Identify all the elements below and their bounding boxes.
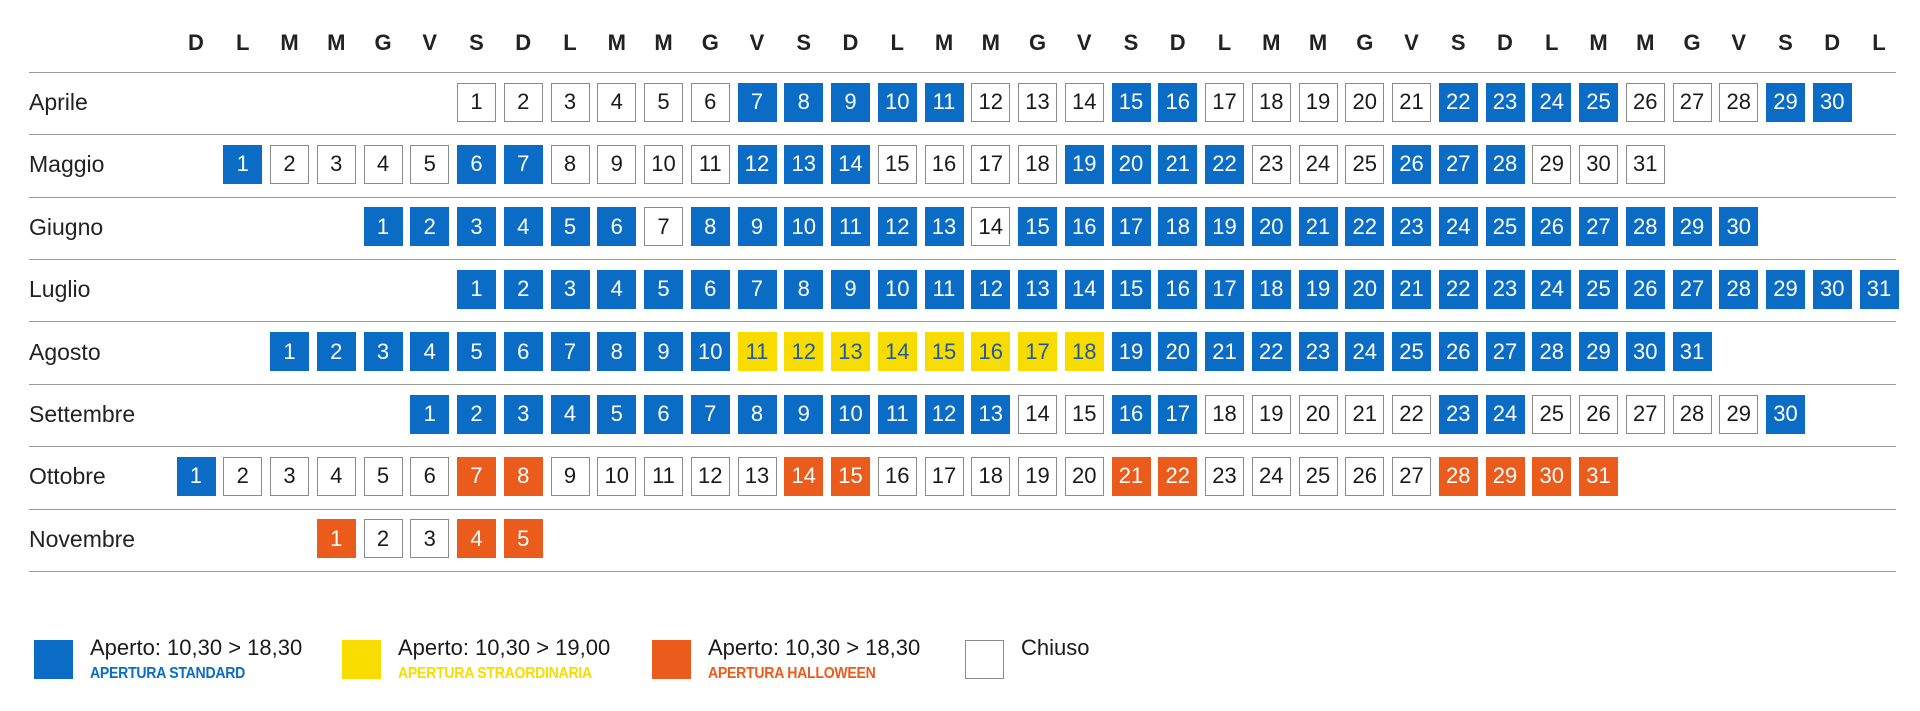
day-cell-standard: 4 — [597, 270, 636, 309]
day-cell-chiuso: 3 — [410, 519, 449, 558]
day-cell-chiuso: 16 — [925, 145, 964, 184]
day-cell-straordinaria: 16 — [971, 332, 1010, 371]
day-cell-chiuso: 27 — [1392, 457, 1431, 496]
row-divider — [29, 197, 1896, 198]
day-cell-chiuso: 26 — [1345, 457, 1384, 496]
day-cell-standard: 23 — [1439, 395, 1478, 434]
day-cell-standard: 15 — [1112, 270, 1151, 309]
day-cell-chiuso: 13 — [738, 457, 777, 496]
day-cell-standard: 9 — [784, 395, 823, 434]
day-cell-standard: 3 — [504, 395, 543, 434]
row-divider — [29, 134, 1896, 135]
day-of-week-label: D — [1169, 30, 1186, 55]
day-cell-halloween: 5 — [504, 519, 543, 558]
row-divider — [29, 571, 1896, 572]
day-cell-halloween: 29 — [1486, 457, 1525, 496]
day-cell-chiuso: 6 — [691, 83, 730, 122]
row-divider — [29, 321, 1896, 322]
day-cell-chiuso: 4 — [597, 83, 636, 122]
day-cell-standard: 5 — [644, 270, 683, 309]
day-of-week-label: M — [1589, 30, 1608, 55]
day-cell-standard: 6 — [644, 395, 683, 434]
day-cell-chiuso: 25 — [1299, 457, 1338, 496]
day-of-week-label: D — [1824, 30, 1841, 55]
day-cell-standard: 2 — [317, 332, 356, 371]
day-cell-standard: 4 — [551, 395, 590, 434]
day-of-week-label: S — [796, 30, 812, 55]
day-cell-chiuso: 9 — [597, 145, 636, 184]
day-cell-chiuso: 19 — [1299, 83, 1338, 122]
legend-sublabel: APERTURA STRAORDINARIA — [398, 665, 592, 682]
month-label: Agosto — [29, 338, 101, 365]
legend-sublabel: APERTURA STANDARD — [90, 665, 246, 682]
day-cell-standard: 20 — [1112, 145, 1151, 184]
day-of-week-label: V — [1076, 30, 1092, 55]
day-cell-standard: 29 — [1766, 270, 1805, 309]
day-cell-standard: 3 — [457, 207, 496, 246]
day-cell-chiuso: 10 — [644, 145, 683, 184]
day-cell-straordinaria: 14 — [878, 332, 917, 371]
day-cell-standard: 21 — [1205, 332, 1244, 371]
day-cell-standard: 10 — [878, 270, 917, 309]
day-cell-chiuso: 7 — [644, 207, 683, 246]
legend-sublabel: APERTURA HALLOWEEN — [708, 665, 876, 682]
day-cell-standard: 9 — [738, 207, 777, 246]
day-cell-standard: 12 — [971, 270, 1010, 309]
day-cell-standard: 21 — [1392, 270, 1431, 309]
day-of-week-label: G — [701, 30, 719, 55]
day-cell-standard: 1 — [410, 395, 449, 434]
day-cell-standard: 26 — [1532, 207, 1571, 246]
legend-label: Aperto: 10,30 > 18,30 — [708, 635, 921, 660]
day-cell-standard: 9 — [644, 332, 683, 371]
month-label: Giugno — [29, 213, 104, 240]
month-label: Ottobre — [29, 463, 106, 490]
day-cell-chiuso: 10 — [597, 457, 636, 496]
day-cell-chiuso: 14 — [971, 207, 1010, 246]
day-cell-chiuso: 12 — [691, 457, 730, 496]
day-cell-standard: 29 — [1766, 83, 1805, 122]
day-cell-chiuso: 18 — [1018, 145, 1057, 184]
day-cell-chiuso: 17 — [925, 457, 964, 496]
day-of-week-label: D — [515, 30, 532, 55]
day-of-week-label: S — [1778, 30, 1793, 55]
day-of-week-label: M — [327, 30, 346, 55]
day-cell-standard: 11 — [878, 395, 917, 434]
day-cell-standard: 21 — [1158, 145, 1197, 184]
day-cell-chiuso: 13 — [1018, 83, 1057, 122]
day-cell-chiuso: 26 — [1626, 83, 1665, 122]
day-cell-chiuso: 2 — [270, 145, 309, 184]
legend-label: Aperto: 10,30 > 18,30 — [90, 635, 303, 660]
month-label: Luglio — [29, 276, 91, 303]
day-cell-standard: 13 — [971, 395, 1010, 434]
day-cell-chiuso: 31 — [1626, 145, 1665, 184]
day-cell-standard: 17 — [1205, 270, 1244, 309]
day-cell-standard: 19 — [1299, 270, 1338, 309]
day-cell-chiuso: 26 — [1579, 395, 1618, 434]
row-divider — [29, 509, 1896, 510]
day-cell-standard: 25 — [1486, 207, 1525, 246]
day-cell-standard: 5 — [597, 395, 636, 434]
day-cell-standard: 22 — [1439, 270, 1478, 309]
day-cell-standard: 7 — [551, 332, 590, 371]
day-cell-chiuso: 4 — [364, 145, 403, 184]
day-cell-chiuso: 15 — [878, 145, 917, 184]
day-cell-standard: 22 — [1439, 83, 1478, 122]
legend-swatch — [965, 640, 1004, 679]
day-cell-standard: 16 — [1158, 83, 1197, 122]
day-cell-chiuso: 23 — [1205, 457, 1244, 496]
day-cell-chiuso: 20 — [1345, 83, 1384, 122]
day-cell-halloween: 30 — [1532, 457, 1571, 496]
day-cell-chiuso: 15 — [1065, 395, 1104, 434]
day-cell-chiuso: 11 — [644, 457, 683, 496]
day-cell-standard: 23 — [1392, 207, 1431, 246]
day-cell-standard: 10 — [831, 395, 870, 434]
day-cell-halloween: 1 — [317, 519, 356, 558]
legend-label: Aperto: 10,30 > 19,00 — [398, 635, 611, 660]
day-cell-standard: 8 — [784, 270, 823, 309]
day-cell-standard: 16 — [1065, 207, 1104, 246]
day-cell-standard: 3 — [364, 332, 403, 371]
day-cell-chiuso: 1 — [457, 83, 496, 122]
day-cell-chiuso: 18 — [971, 457, 1010, 496]
day-cell-chiuso: 28 — [1673, 395, 1712, 434]
day-cell-chiuso: 18 — [1205, 395, 1244, 434]
day-cell-chiuso: 23 — [1252, 145, 1291, 184]
day-cell-standard: 27 — [1579, 207, 1618, 246]
day-cell-standard: 23 — [1486, 270, 1525, 309]
row-divider — [29, 446, 1896, 447]
day-of-week-label: M — [1308, 30, 1328, 55]
day-cell-standard: 12 — [738, 145, 777, 184]
day-of-week-label: M — [981, 30, 1000, 55]
day-cell-chiuso: 20 — [1299, 395, 1338, 434]
day-cell-chiuso: 14 — [1018, 395, 1057, 434]
day-cell-standard: 21 — [1299, 207, 1338, 246]
day-cell-standard: 17 — [1112, 207, 1151, 246]
day-of-week-label: G — [1028, 30, 1047, 55]
day-cell-standard: 30 — [1626, 332, 1665, 371]
day-cell-standard: 26 — [1392, 145, 1431, 184]
day-cell-chiuso: 25 — [1345, 145, 1384, 184]
day-cell-standard: 8 — [597, 332, 636, 371]
day-cell-chiuso: 19 — [1252, 395, 1291, 434]
day-cell-chiuso: 19 — [1018, 457, 1057, 496]
day-cell-standard: 15 — [1112, 83, 1151, 122]
day-cell-standard: 1 — [223, 145, 262, 184]
day-cell-standard: 7 — [504, 145, 543, 184]
day-of-week-label: L — [1545, 30, 1559, 55]
row-divider — [29, 384, 1896, 385]
day-cell-standard: 16 — [1112, 395, 1151, 434]
day-cell-chiuso: 17 — [1205, 83, 1244, 122]
day-cell-halloween: 15 — [831, 457, 870, 496]
day-cell-standard: 1 — [457, 270, 496, 309]
day-cell-chiuso: 14 — [1065, 83, 1104, 122]
day-cell-chiuso: 5 — [364, 457, 403, 496]
day-cell-standard: 7 — [691, 395, 730, 434]
day-cell-standard: 19 — [1205, 207, 1244, 246]
legend-swatch — [652, 640, 691, 679]
day-cell-halloween: 14 — [784, 457, 823, 496]
day-cell-chiuso: 16 — [878, 457, 917, 496]
day-of-week-label: V — [749, 30, 765, 55]
day-cell-chiuso: 24 — [1252, 457, 1291, 496]
day-of-week-label: L — [890, 30, 904, 55]
day-cell-standard: 14 — [831, 145, 870, 184]
day-cell-standard: 1 — [177, 457, 216, 496]
day-cell-standard: 26 — [1626, 270, 1665, 309]
day-cell-standard: 17 — [1158, 395, 1197, 434]
day-cell-standard: 14 — [1065, 270, 1104, 309]
day-cell-chiuso: 6 — [410, 457, 449, 496]
day-cell-standard: 10 — [878, 83, 917, 122]
day-of-week-label: M — [1262, 30, 1281, 55]
row-divider — [29, 259, 1896, 260]
day-cell-chiuso: 18 — [1252, 83, 1291, 122]
month-label: Aprile — [29, 89, 88, 115]
month-label: Novembre — [29, 525, 136, 552]
day-cell-standard: 15 — [1018, 207, 1057, 246]
day-cell-standard: 7 — [738, 83, 777, 122]
day-cell-chiuso: 21 — [1392, 83, 1431, 122]
day-cell-standard: 19 — [1112, 332, 1151, 371]
day-cell-standard: 24 — [1439, 207, 1478, 246]
day-cell-straordinaria: 18 — [1065, 332, 1104, 371]
day-cell-chiuso: 3 — [317, 145, 356, 184]
day-of-week-label: M — [1636, 30, 1655, 55]
day-cell-chiuso: 2 — [223, 457, 262, 496]
day-cell-standard: 28 — [1486, 145, 1525, 184]
legend-label: Chiuso — [1021, 635, 1090, 660]
day-cell-standard: 2 — [410, 207, 449, 246]
day-cell-standard: 11 — [831, 207, 870, 246]
day-cell-straordinaria: 11 — [738, 332, 777, 371]
day-cell-standard: 13 — [784, 145, 823, 184]
day-cell-standard: 23 — [1486, 83, 1525, 122]
day-cell-standard: 29 — [1673, 207, 1712, 246]
day-cell-standard: 22 — [1345, 207, 1384, 246]
day-cell-halloween: 8 — [504, 457, 543, 496]
day-of-week-label: D — [842, 30, 859, 55]
day-cell-standard: 8 — [738, 395, 777, 434]
day-cell-standard: 23 — [1299, 332, 1338, 371]
day-cell-standard: 31 — [1860, 270, 1899, 309]
day-cell-standard: 20 — [1345, 270, 1384, 309]
day-of-week-label: L — [563, 30, 577, 55]
row-divider — [29, 72, 1896, 73]
day-cell-chiuso: 21 — [1345, 395, 1384, 434]
day-cell-standard: 8 — [691, 207, 730, 246]
day-cell-chiuso: 2 — [504, 83, 543, 122]
day-cell-straordinaria: 13 — [831, 332, 870, 371]
day-of-week-label: D — [1497, 30, 1513, 55]
day-cell-halloween: 21 — [1112, 457, 1151, 496]
day-of-week-label: L — [1217, 30, 1232, 55]
day-cell-standard: 10 — [784, 207, 823, 246]
day-cell-chiuso: 20 — [1065, 457, 1104, 496]
day-cell-standard: 26 — [1439, 332, 1478, 371]
day-cell-chiuso: 12 — [971, 83, 1010, 122]
legend-swatch — [34, 640, 73, 679]
day-cell-halloween: 31 — [1579, 457, 1618, 496]
day-cell-standard: 27 — [1486, 332, 1525, 371]
day-of-week-label: G — [1356, 30, 1374, 55]
day-cell-standard: 28 — [1719, 270, 1758, 309]
day-cell-standard: 10 — [691, 332, 730, 371]
day-cell-standard: 24 — [1486, 395, 1525, 434]
day-cell-standard: 4 — [504, 207, 543, 246]
day-cell-halloween: 7 — [457, 457, 496, 496]
day-cell-chiuso: 9 — [551, 457, 590, 496]
day-cell-standard: 22 — [1252, 332, 1291, 371]
day-cell-standard: 9 — [831, 270, 870, 309]
day-cell-standard: 12 — [878, 207, 917, 246]
day-cell-standard: 8 — [784, 83, 823, 122]
day-cell-chiuso: 5 — [644, 83, 683, 122]
day-cell-standard: 6 — [457, 145, 496, 184]
day-cell-standard: 11 — [925, 83, 964, 122]
day-cell-chiuso: 28 — [1719, 83, 1758, 122]
day-cell-standard: 30 — [1719, 207, 1758, 246]
day-cell-standard: 22 — [1205, 145, 1244, 184]
day-cell-standard: 13 — [925, 207, 964, 246]
day-of-week-label: M — [607, 30, 626, 55]
day-cell-chiuso: 11 — [691, 145, 730, 184]
day-of-week-label: S — [1450, 30, 1466, 55]
day-cell-halloween: 28 — [1439, 457, 1478, 496]
day-cell-standard: 25 — [1392, 332, 1431, 371]
day-cell-straordinaria: 17 — [1018, 332, 1057, 371]
day-cell-standard: 27 — [1673, 270, 1712, 309]
day-cell-standard: 13 — [1018, 270, 1057, 309]
day-cell-standard: 1 — [270, 332, 309, 371]
day-cell-chiuso: 3 — [270, 457, 309, 496]
day-of-week-label: V — [1404, 30, 1419, 55]
day-cell-straordinaria: 12 — [784, 332, 823, 371]
day-cell-chiuso: 17 — [971, 145, 1010, 184]
day-of-week-label: G — [374, 30, 392, 55]
day-cell-standard: 25 — [1579, 83, 1618, 122]
day-of-week-label: L — [1872, 30, 1886, 55]
day-cell-standard: 12 — [925, 395, 964, 434]
day-cell-standard: 28 — [1532, 332, 1571, 371]
day-cell-standard: 18 — [1252, 270, 1291, 309]
day-cell-standard: 24 — [1532, 270, 1571, 309]
day-cell-standard: 2 — [457, 395, 496, 434]
day-cell-standard: 19 — [1065, 145, 1104, 184]
month-label: Settembre — [29, 401, 136, 427]
day-cell-standard: 5 — [457, 332, 496, 371]
day-cell-chiuso: 27 — [1673, 83, 1712, 122]
day-cell-chiuso: 29 — [1532, 145, 1571, 184]
day-cell-standard: 18 — [1158, 207, 1197, 246]
day-of-week-label: M — [280, 30, 299, 55]
day-cell-standard: 6 — [504, 332, 543, 371]
day-cell-standard: 20 — [1158, 332, 1197, 371]
day-cell-chiuso: 22 — [1392, 395, 1431, 434]
day-cell-standard: 24 — [1345, 332, 1384, 371]
day-cell-chiuso: 24 — [1299, 145, 1338, 184]
day-cell-standard: 4 — [410, 332, 449, 371]
day-cell-standard: 16 — [1158, 270, 1197, 309]
day-of-week-label: V — [422, 30, 438, 55]
legend-swatch — [342, 640, 381, 679]
day-of-week-label: L — [236, 30, 250, 55]
day-cell-halloween: 4 — [457, 519, 496, 558]
day-cell-chiuso: 30 — [1579, 145, 1618, 184]
day-cell-chiuso: 25 — [1532, 395, 1571, 434]
day-cell-chiuso: 2 — [364, 519, 403, 558]
day-cell-standard: 31 — [1673, 332, 1712, 371]
day-cell-standard: 3 — [551, 270, 590, 309]
day-of-week-label: S — [1123, 30, 1139, 55]
day-cell-standard: 29 — [1579, 332, 1618, 371]
day-of-week-label: M — [934, 30, 954, 55]
day-cell-standard: 24 — [1532, 83, 1571, 122]
day-cell-chiuso: 4 — [317, 457, 356, 496]
day-cell-chiuso: 29 — [1719, 395, 1758, 434]
day-cell-standard: 30 — [1813, 270, 1852, 309]
day-cell-halloween: 22 — [1158, 457, 1197, 496]
day-cell-standard: 5 — [551, 207, 590, 246]
day-cell-chiuso: 8 — [551, 145, 590, 184]
day-cell-standard: 7 — [738, 270, 777, 309]
day-cell-standard: 27 — [1439, 145, 1478, 184]
day-of-week-label: G — [1683, 30, 1701, 55]
day-cell-chiuso: 3 — [551, 83, 590, 122]
day-cell-standard: 1 — [364, 207, 403, 246]
day-cell-standard: 6 — [691, 270, 730, 309]
day-cell-standard: 6 — [597, 207, 636, 246]
day-cell-standard: 30 — [1813, 83, 1852, 122]
day-of-week-label: V — [1731, 30, 1747, 55]
day-of-week-label: M — [654, 30, 673, 55]
day-cell-standard: 20 — [1252, 207, 1291, 246]
day-cell-standard: 9 — [831, 83, 870, 122]
day-cell-standard: 28 — [1626, 207, 1665, 246]
day-of-week-label: S — [469, 30, 484, 55]
day-cell-chiuso: 5 — [410, 145, 449, 184]
day-cell-standard: 2 — [504, 270, 543, 309]
day-of-week-label: D — [188, 30, 204, 55]
day-cell-standard: 25 — [1579, 270, 1618, 309]
day-cell-chiuso: 27 — [1626, 395, 1665, 434]
day-cell-standard: 11 — [925, 270, 964, 309]
month-label: Maggio — [29, 151, 105, 178]
day-cell-standard: 30 — [1766, 395, 1805, 434]
day-cell-straordinaria: 15 — [925, 332, 964, 371]
